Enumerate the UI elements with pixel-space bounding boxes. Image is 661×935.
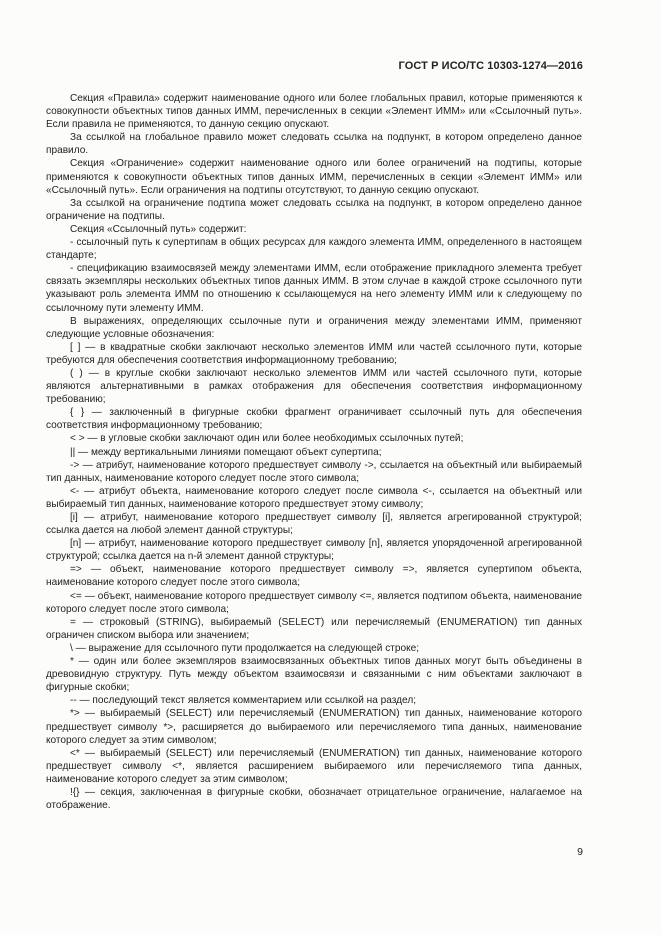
notation-item: * — один или более экземпляров взаимосвязанных объектных типов данных могут быть объединены в древовидную структуру. Путь между объектом взаимосвязи и связанными с ним объектами заключают в фигурные скобки; bbox=[46, 656, 582, 694]
standard-header: ГОСТ Р ИСО/ТС 10303-1274—2016 bbox=[398, 60, 583, 72]
notation-item: <= — объект, наименование которого предшествует символу <=, является подтипом объекта, наименование которого следует после этого символа; bbox=[46, 590, 582, 615]
paragraph: Секция «Ограничение» содержит наименование одного или более ограничений на подтипы, которые применяются к совокупности объектных типов данных ИММ, перечисленных в секции «Элемент ИММ» или «Ссылочный путь». Если ограничения на подтипы отсутствуют, то данную секцию опускают. bbox=[46, 158, 582, 196]
notation-item: <* — выбираемый (SELECT) или перечисляемый (ENUMERATION) тип данных, наименование которого предшествует символу <*, является расширением выбираемого или перечисляемого типа данных, наименование которого следует за этим символом; bbox=[46, 747, 582, 785]
paragraph: За ссылкой на глобальное правило может следовать ссылка на подпункт, в котором определено данное правило. bbox=[46, 132, 582, 157]
notation-item: < > — в угловые скобки заключают один или более необходимых ссылочных путей; bbox=[70, 433, 464, 445]
notation-item: *> — выбираемый (SELECT) или перечисляемый (ENUMERATION) тип данных, наименование которого предшествует символу *>, расширяется до выбираемого или перечисляемого типа данных, наименование которого следует за этим символом; bbox=[46, 708, 582, 746]
notation-item: \ — выражение для ссылочного пути продолжается на следующей строке; bbox=[70, 642, 420, 654]
notation-item: -- — последующий текст является комментарием или ссылкой на раздел; bbox=[70, 695, 417, 707]
notation-item: [ ] — в квадратные скобки заключают несколько элементов ИММ или частей ссылочного пути, которые требуются для обеспечения соответствия информационному требованию; bbox=[46, 341, 582, 366]
notation-item: [n] — атрибут, наименование которого предшествует символу [n], является упорядоченной агрегированной структурой; ссылка дается на n-й элемент данной структуры; bbox=[46, 538, 582, 563]
notation-item: !{} — секция, заключенная в фигурные скобки, обозначает отрицательное ограничение, налагаемое на отображение. bbox=[46, 786, 582, 812]
notation-item: <- — атрибут объекта, наименование которого следует после символа <-, ссылается на объектный или выбираемый тип данных, наименование которого предшествует этому символу; bbox=[46, 485, 582, 510]
notation-item: || — между вертикальными линиями помещают объект супертипа; bbox=[70, 446, 382, 458]
paragraph: Секция «Ссылочный путь» содержит: bbox=[70, 223, 247, 235]
notation-item: ( ) — в круглые скобки заключают несколько элементов ИММ или частей ссылочного пути, которые являются альтернативными в рамках отображения для обеспечения соответствия информационному требованию; bbox=[46, 367, 582, 406]
notation-item: = — строковый (STRING), выбираемый (SELECT) или перечисляемый (ENUMERATION) тип данных ограничен списком выбора или значением; bbox=[46, 616, 582, 641]
list-item: - спецификацию взаимосвязей между элементами ИММ, если отображение прикладного элемента требует связать экземпляры нескольких объектных типов данных ИММ. В этом случае в каждой строке ссылочного пути указывают роль элемента ИММ по отношению к ссылающемуся на него элементу ИММ или к следующему по ссылочному пути элементу ИММ. bbox=[46, 263, 582, 314]
body-text bbox=[46, 92, 582, 812]
notation-item: => — объект, наименование которого предшествует символу =>, является супертипом объекта, наименование которого следует после этого символа; bbox=[46, 564, 582, 589]
notation-item: { } — заключенный в фигурные скобки фрагмент ограничивает ссылочный путь для обеспечения соответствия информационному требованию; bbox=[46, 407, 582, 432]
page-number: 9 bbox=[577, 846, 583, 858]
list-item: - ссылочный путь к супертипам в общих ресурсах для каждого элемента ИММ, определенного в настоящем стандарте; bbox=[46, 237, 582, 262]
paragraph: В выражениях, определяющих ссылочные пути и ограничения между элементами ИММ, применяют следующие условные обозначения: bbox=[46, 315, 582, 340]
paragraph: За ссылкой на ограничение подтипа может следовать ссылка на подпункт, в котором определено данное ограничение на подтипы. bbox=[46, 197, 582, 222]
paragraph: Секция «Правила» содержит наименование одного или более глобальных правил, которые применяются к совокупности объектных типов данных ИММ, перечисленных в секции «Элемент ИММ» или «Ссылочный путь». Если правила не применяются, то данную секцию опускают. bbox=[46, 93, 582, 131]
notation-item: [i] — атрибут, наименование которого предшествует символу [i], является агрегированной структурой; ссылка дается на любой элемент данной структуры; bbox=[46, 512, 582, 537]
notation-item: -> — атрибут, наименование которого предшествует символу ->, ссылается на объектный или выбираемый тип данных, наименование которого следует после этого символа; bbox=[46, 459, 582, 484]
